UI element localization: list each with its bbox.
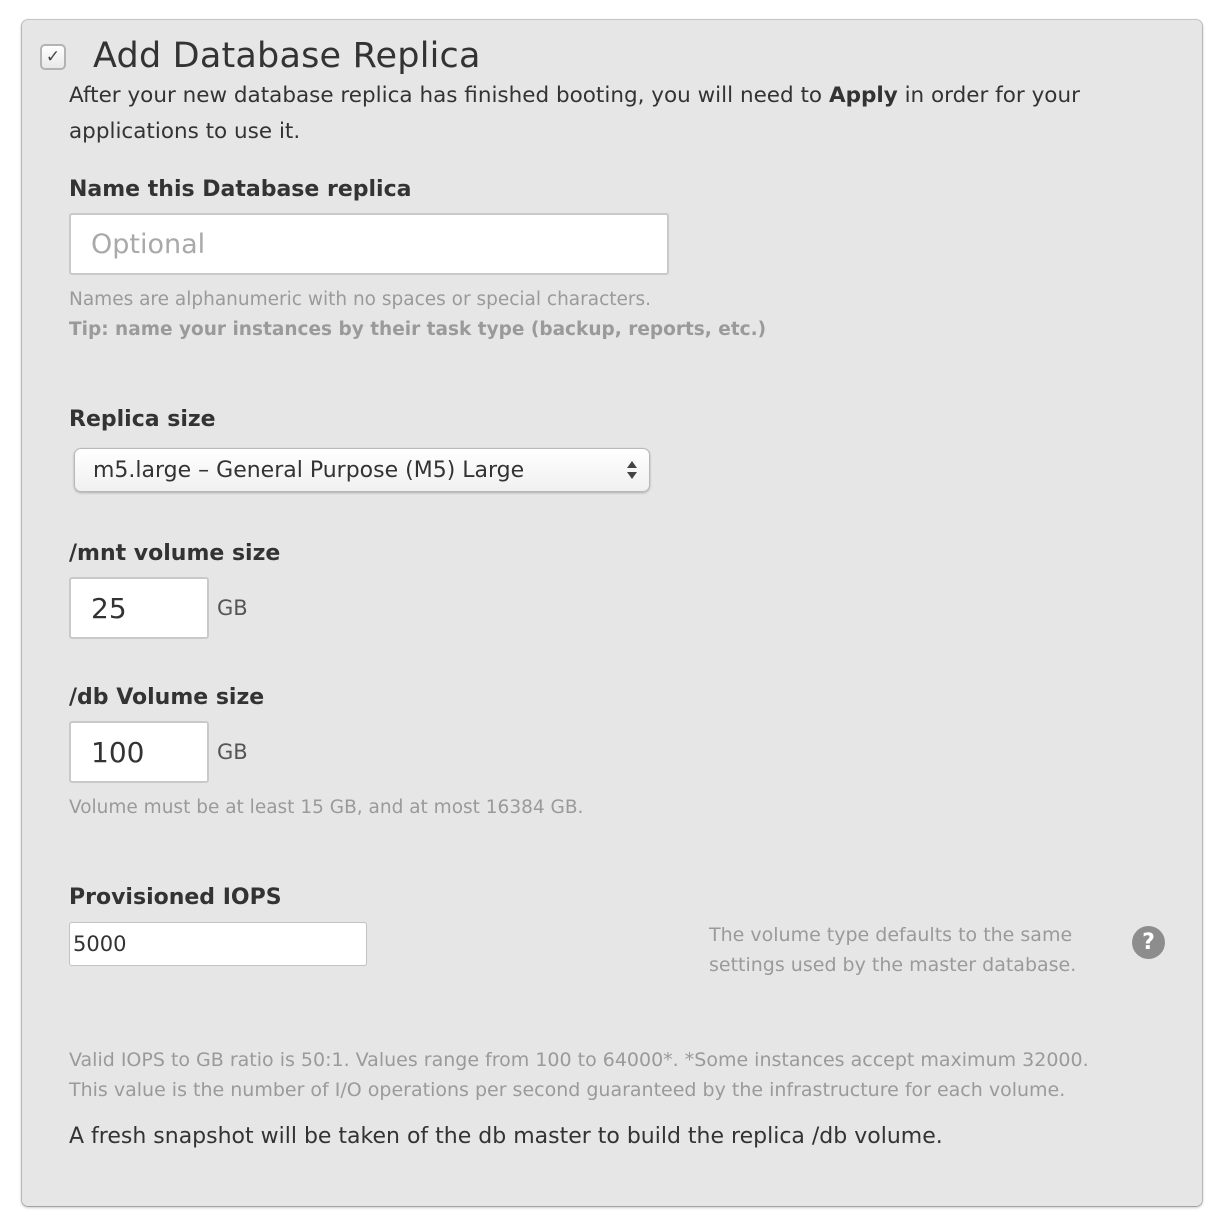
replica-name-input[interactable] (69, 213, 669, 275)
name-label: Name this Database replica (69, 177, 412, 202)
volume-type-note: The volume type defaults to the same settings used by the master database. (709, 924, 1077, 976)
db-volume-hint: Volume must be at least 15 GB, and at most 16384 GB. (69, 797, 584, 818)
db-volume-unit: GB (217, 740, 248, 764)
iops-input[interactable] (69, 922, 367, 966)
checkmark-icon: ✓ (45, 46, 61, 67)
name-tip: Tip: name your instances by their task type (backup, reports, etc.) (69, 319, 767, 340)
iops-label: Provisioned IOPS (69, 885, 282, 910)
iops-hint (69, 1045, 1189, 1105)
db-volume-label: /db Volume size (69, 685, 265, 710)
snapshot-notice: A fresh snapshot will be taken of the db master to build the replica /db volume. (69, 1124, 943, 1149)
add-replica-panel (22, 20, 1202, 1206)
name-hint: Names are alphanumeric with no spaces or special characters. (69, 289, 652, 310)
panel-title: Add Database Replica (93, 36, 481, 76)
iops-hint-line1: Valid IOPS to GB ratio is 50:1. Values range from 100 to 64000*. *Some instances accept maximum 32000. (69, 1049, 1089, 1071)
add-replica-checkbox[interactable] (40, 44, 66, 70)
replica-size-label: Replica size (69, 407, 216, 432)
intro-text (69, 78, 1179, 150)
intro-text-before: After your new database replica has finished booting, you will need to (69, 83, 829, 108)
mnt-volume-label: /mnt volume size (69, 541, 281, 566)
intro-text-after: in order for your applications to use it. (69, 83, 1080, 144)
mnt-volume-unit: GB (217, 596, 248, 620)
help-glyph: ? (1142, 930, 1155, 955)
iops-hint-line2: This value is the number of I/O operations per second guaranteed by the infrastructure for each volume. (69, 1079, 1066, 1101)
replica-size-select[interactable] (74, 448, 650, 492)
mnt-volume-input[interactable] (69, 577, 209, 639)
replica-size-selected: m5.large – General Purpose (M5) Large (93, 457, 525, 483)
help-icon[interactable] (1132, 926, 1165, 959)
intro-apply-bold: Apply (828, 83, 898, 108)
select-arrows-icon (625, 457, 639, 483)
db-volume-input[interactable] (69, 721, 209, 783)
